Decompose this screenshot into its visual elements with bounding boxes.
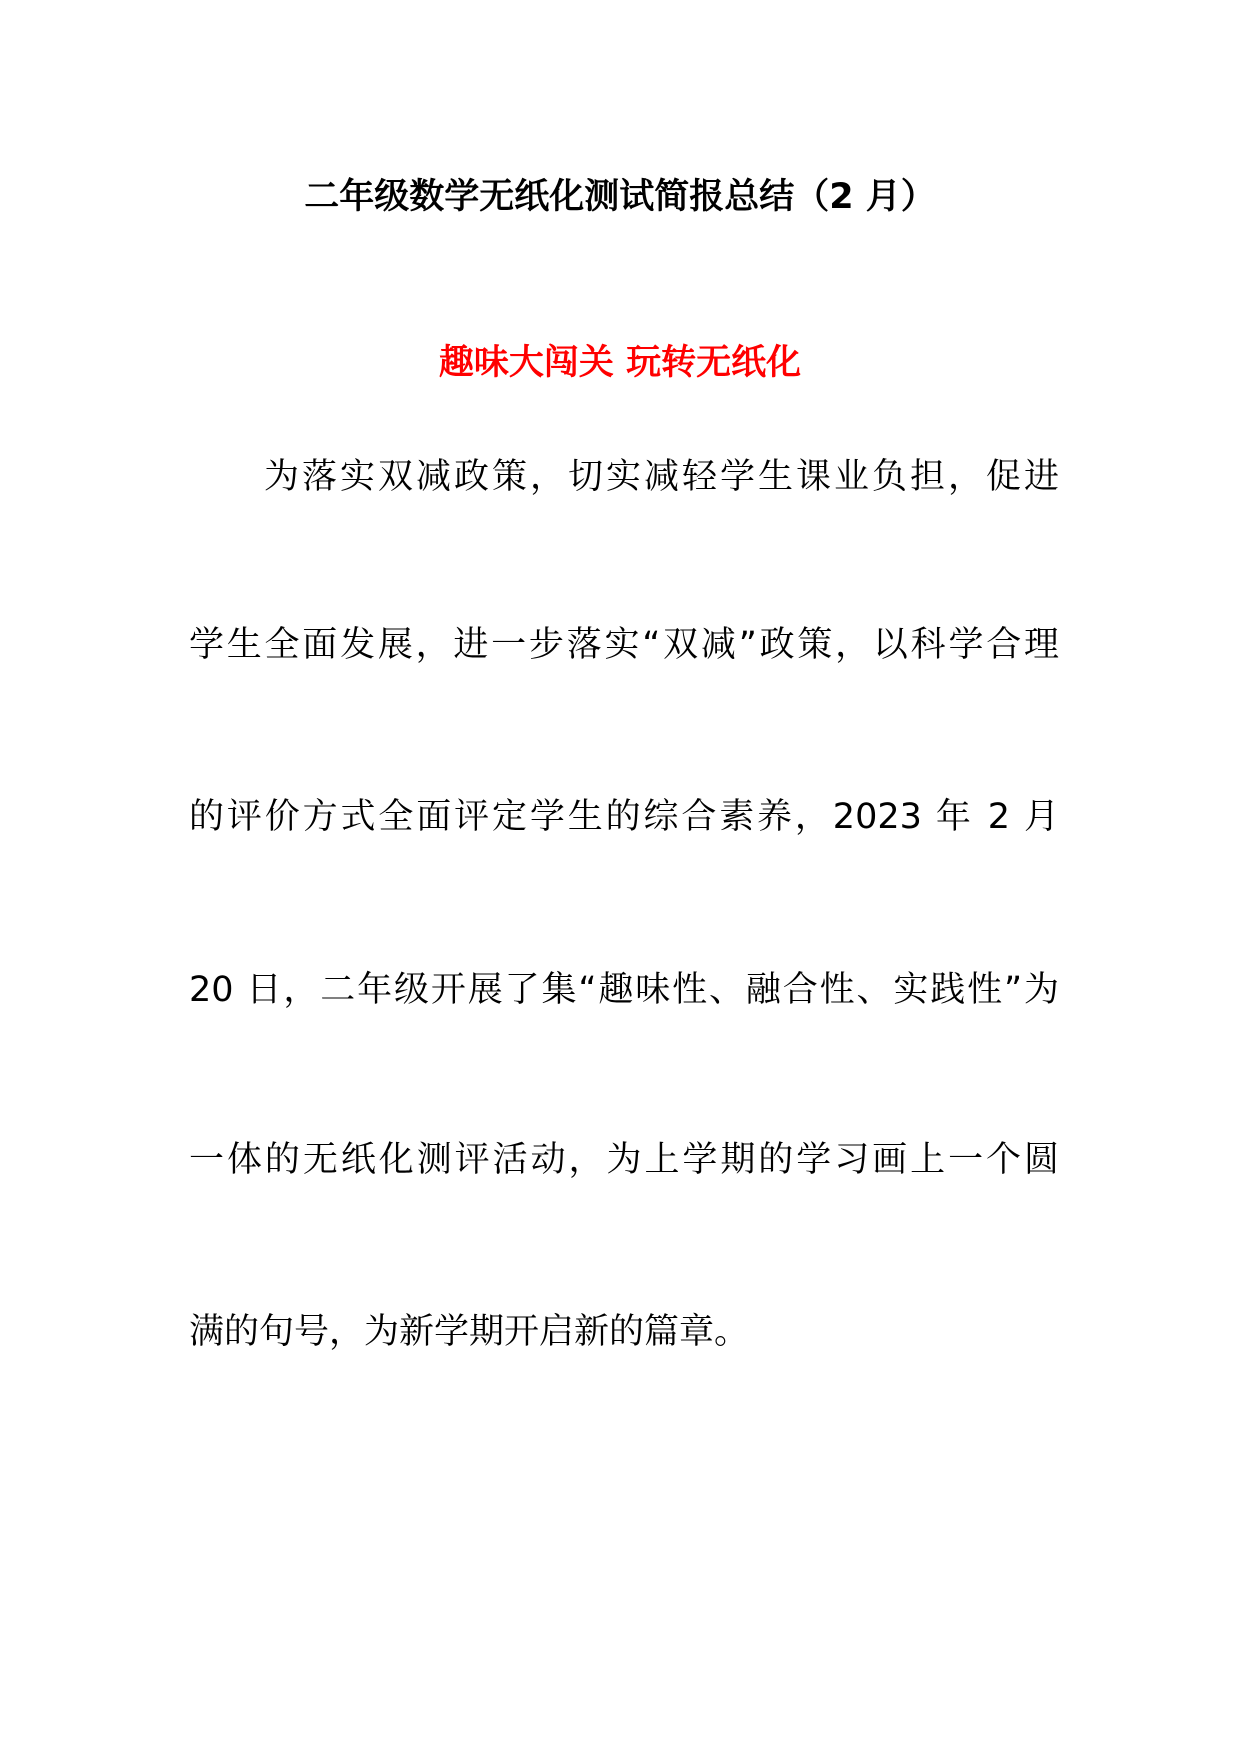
paragraph-line-3: 的评价方式全面评定学生的综合素养，2023 年 2 月	[189, 797, 1059, 837]
paragraph-line-4: 20 日，二年级开展了集“趣味性、融合性、实践性”为	[189, 970, 1059, 1010]
paragraph-line-1: 为落实双减政策，切实减轻学生课业负担，促进	[264, 457, 1059, 497]
document-subtitle: 趣味大闯关 玩转无纸化	[438, 343, 802, 383]
paragraph-line-2: 学生全面发展，进一步落实“双减”政策，以科学合理	[189, 625, 1059, 665]
paragraph-line-5: 一体的无纸化测评活动，为上学期的学习画上一个圆	[189, 1140, 1059, 1180]
document-title: 二年级数学无纸化测试简报总结（2 月）	[304, 177, 936, 217]
paragraph-line-6: 满的句号，为新学期开启新的篇章。	[189, 1312, 750, 1352]
